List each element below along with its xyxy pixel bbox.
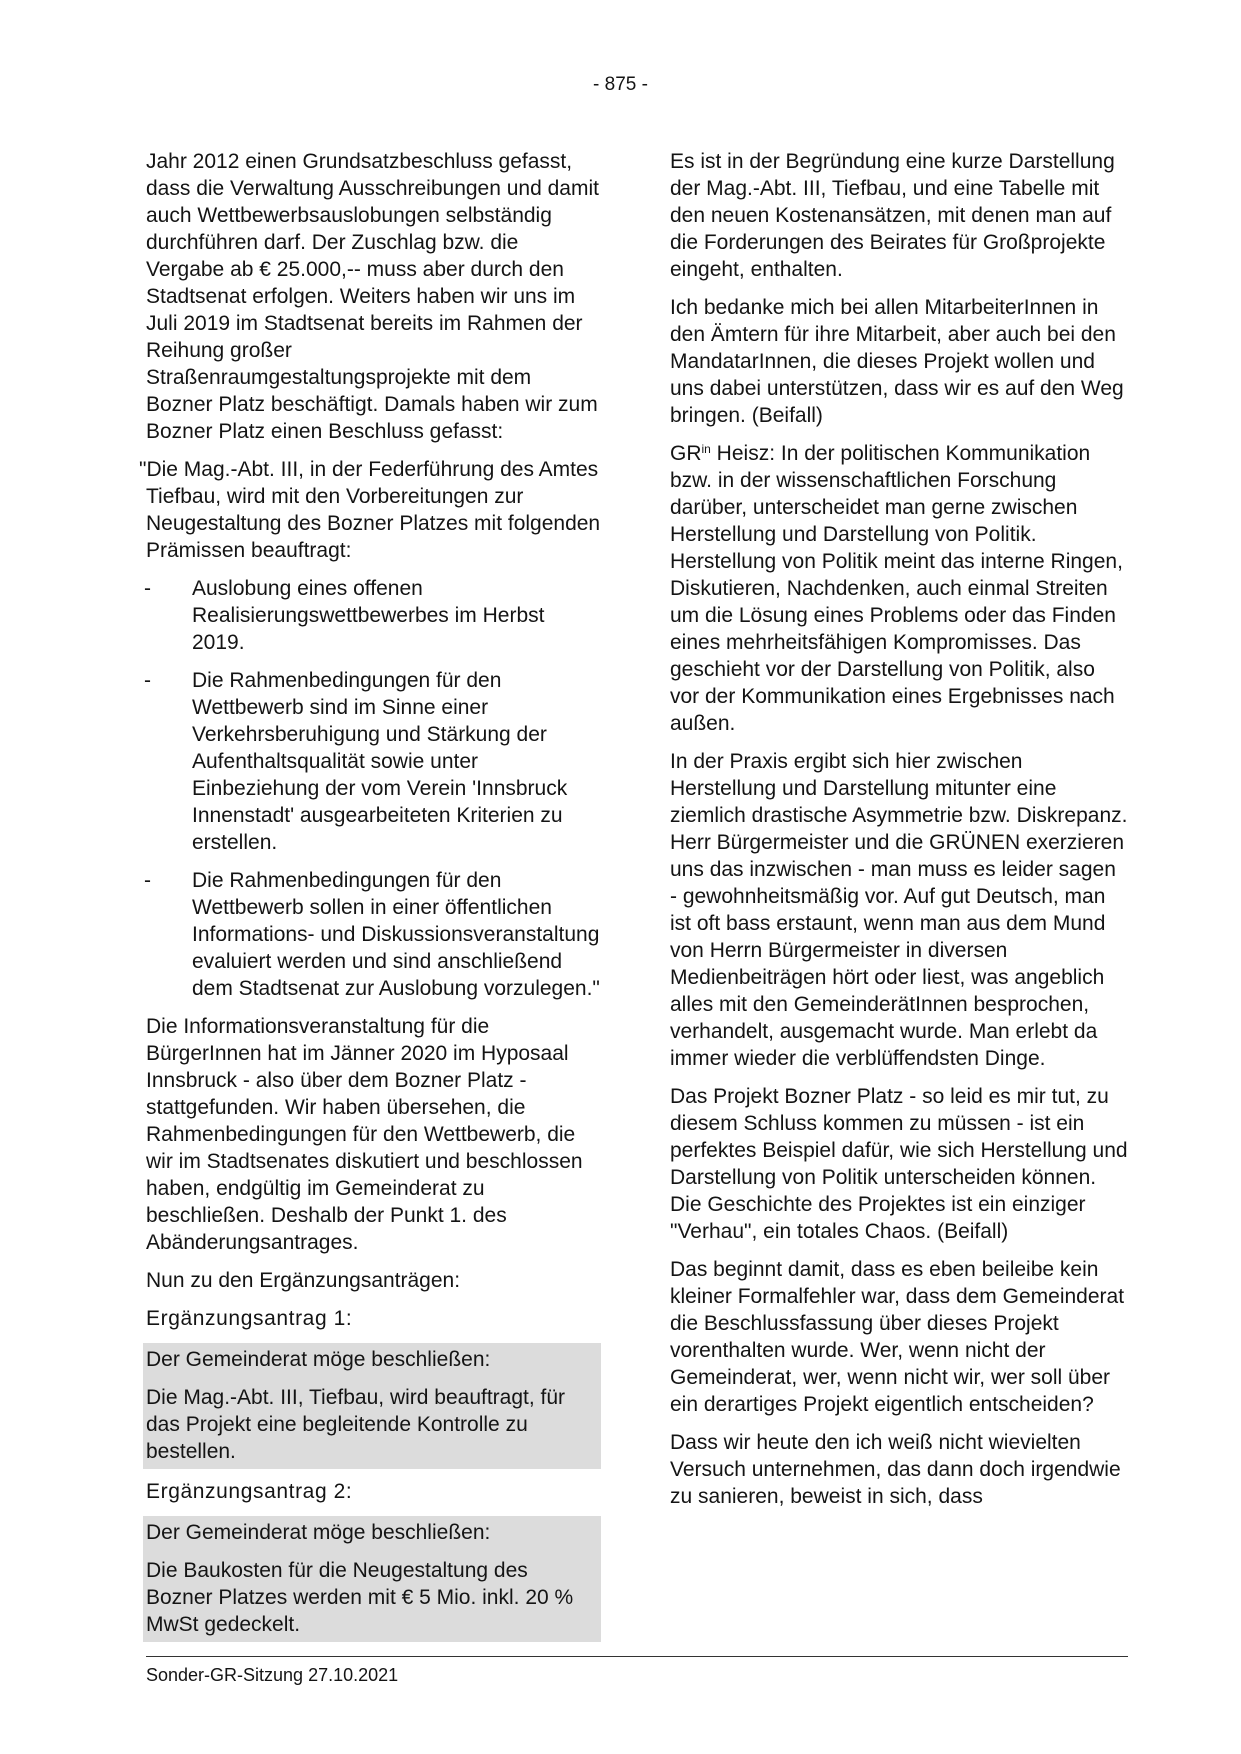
bullet-list [146,575,601,1002]
speaker-superscript: in [701,442,711,456]
quote-paragraph: "Die Mag.-Abt. III, in der Federführung des Amtes Tiefbau, wird mit den Vorbereitungen zur Neugestaltung des Bozner Platzes mit folgenden Prämissen beauftragt: [139,458,601,562]
page-number: - 875 - [593,74,648,95]
paragraph: Jahr 2012 einen Grundsatzbeschluss gefasst, dass die Verwaltung Ausschreibungen und damit auch Wettbewerbsauslobungen selbständig durchführen darf. Der Zuschlag bzw. die Vergabe ab € 25.000,-- muss aber durch den Stadtsenat erfolgen. Weiters haben wir uns im Juli 2019 im Stadtsenat bereits im Rahmen der Reihung großer Straßenraumgestaltungsprojekte mit dem Bozner Platz beschäftigt. Damals haben wir zum Bozner Platz einen Beschluss gefasst: [146,150,599,443]
right-column [670,148,1128,1521]
antrag-box-1 [143,1343,601,1469]
bullet-dash: - [144,669,151,692]
list-item [146,867,601,1002]
antrag-heading-1: Ergänzungsantrag 1: [146,1307,353,1330]
paragraph: Das beginnt damit, dass es eben beileibe kein kleiner Formalfehler war, dass dem Gemeinderat die Beschlussfassung über dieses Projekt vorenthalten wurde. Wer, wenn nicht der Gemeinderat, wer, wenn nicht wir, wer soll über ein derartiges Projekt eigentlich entscheiden? [670,1258,1125,1416]
speaker-paragraph [670,440,1128,737]
paragraph: Die Informationsveranstaltung für die BürgerInnen hat im Jänner 2020 im Hyposaal Innsbruck - also über dem Bozner Platz - stattgefunden. Wir haben übersehen, die Rahmenbedingungen für den Wettbewerb, die wir im Stadtsenates diskutiert und beschlossen haben, endgültig im Gemeinderat zu beschließen. Deshalb der Punkt 1. des Abänderungsantrages. [146,1015,583,1254]
bullet-dash: - [144,869,151,892]
paragraph: Das Projekt Bozner Platz - so leid es mir tut, zu diesem Schluss kommen zu müssen - ist ein perfektes Beispiel dafür, wie sich Herstellung und Darstellung von Politik unterscheiden können. Die Geschichte des Projektes ist ein einziger "Verhau", ein totales Chaos. (Beifall) [670,1085,1128,1243]
paragraph: Es ist in der Begründung eine kurze Darstellung der Mag.-Abt. III, Tiefbau, und eine Tabelle mit den neuen Kostenansätzen, mit denen man auf die Forderungen des Beirates für Großprojekte eingeht, enthalten. [670,150,1115,281]
antrag-intro: Der Gemeinderat möge beschließen: [146,1521,491,1544]
antrag-text: Die Mag.-Abt. III, Tiefbau, wird beauftragt, für das Projekt eine begleitende Kontrolle zu bestellen. [146,1386,566,1463]
bullet-dash: - [144,577,151,600]
antrag-intro: Der Gemeinderat möge beschließen: [146,1348,491,1371]
list-item-text: Die Rahmenbedingungen für den Wettbewerb sollen in einer öffentlichen Informations- und Diskussionsveranstaltung evaluiert werden und sind anschließend dem Stadtsenat zur Auslobung vorzulegen." [192,869,600,1000]
list-item [146,575,601,656]
antrag-heading-2: Ergänzungsantrag 2: [146,1480,353,1503]
paragraph: Nun zu den Ergänzungsanträgen: [146,1269,461,1292]
left-column [139,148,601,1651]
list-item-text: Die Rahmenbedingungen für den Wettbewerb sind im Sinne einer Verkehrsberuhigung und Stärkung der Aufenthaltsqualität sowie unter Einbeziehung der vom Verein 'Innsbruck Innenstadt' ausgearbeiteten Kriterien zu erstellen. [192,669,568,854]
antrag-box-2 [143,1516,601,1642]
footer-text: Sonder-GR-Sitzung 27.10.2021 [146,1665,399,1685]
paragraph: Ich bedanke mich bei allen MitarbeiterInnen in den Ämtern für ihre Mitarbeit, aber auch bei den MandatarInnen, die dieses Projekt wollen und uns dabei unterstützen, dass wir es auf den Weg bringen. (Beifall) [670,296,1124,427]
list-item-text: Auslobung eines offenen Realisierungswettbewerbes im Herbst 2019. [192,577,545,654]
list-item [146,667,601,856]
speaker-name: Heisz: [710,442,776,465]
paragraph: Dass wir heute den ich weiß nicht wievielten Versuch unternehmen, das dann doch irgendwie zu sanieren, beweist in sich, dass [670,1431,1121,1508]
speaker-prefix: GR [670,442,702,465]
footer-divider [146,1656,1128,1657]
antrag-text: Die Baukosten für die Neugestaltung des Bozner Platzes werden mit € 5 Mio. inkl. 20 % MwSt gedeckelt. [146,1559,574,1636]
paragraph: In der Praxis ergibt sich hier zwischen Herstellung und Darstellung mitunter eine ziemlich drastische Asymmetrie bzw. Diskrepanz. Herr Bürgermeister und die GRÜNEN exerzieren uns das inzwischen - man muss es leider sagen - gewohnheitsmäßig vor. Auf gut Deutsch, man ist oft bass erstaunt, wenn man aus dem Mund von Herrn Bürgermeister in diversen Medienbeiträgen hört oder liest, was angeblich alles mit den GemeinderätInnen besprochen, verhandelt, ausgemacht wurde. Man erlebt da immer wieder die verblüffendsten Dinge. [670,750,1128,1070]
speech-text: In der politischen Kommunikation bzw. in der wissenschaftlichen Forschung darüber, unterscheidet man gerne zwischen Herstellung und Darstellung von Politik. Herstellung von Politik meint das interne Ringen, Diskutieren, Nachdenken, auch einmal Streiten um die Lösung eines Problems oder das Finden eines mehrheitsfähigen Kompromisses. Das geschieht vor der Darstellung von Politik, also vor der Kommunikation eines Ergebnisses nach außen. [670,442,1123,735]
